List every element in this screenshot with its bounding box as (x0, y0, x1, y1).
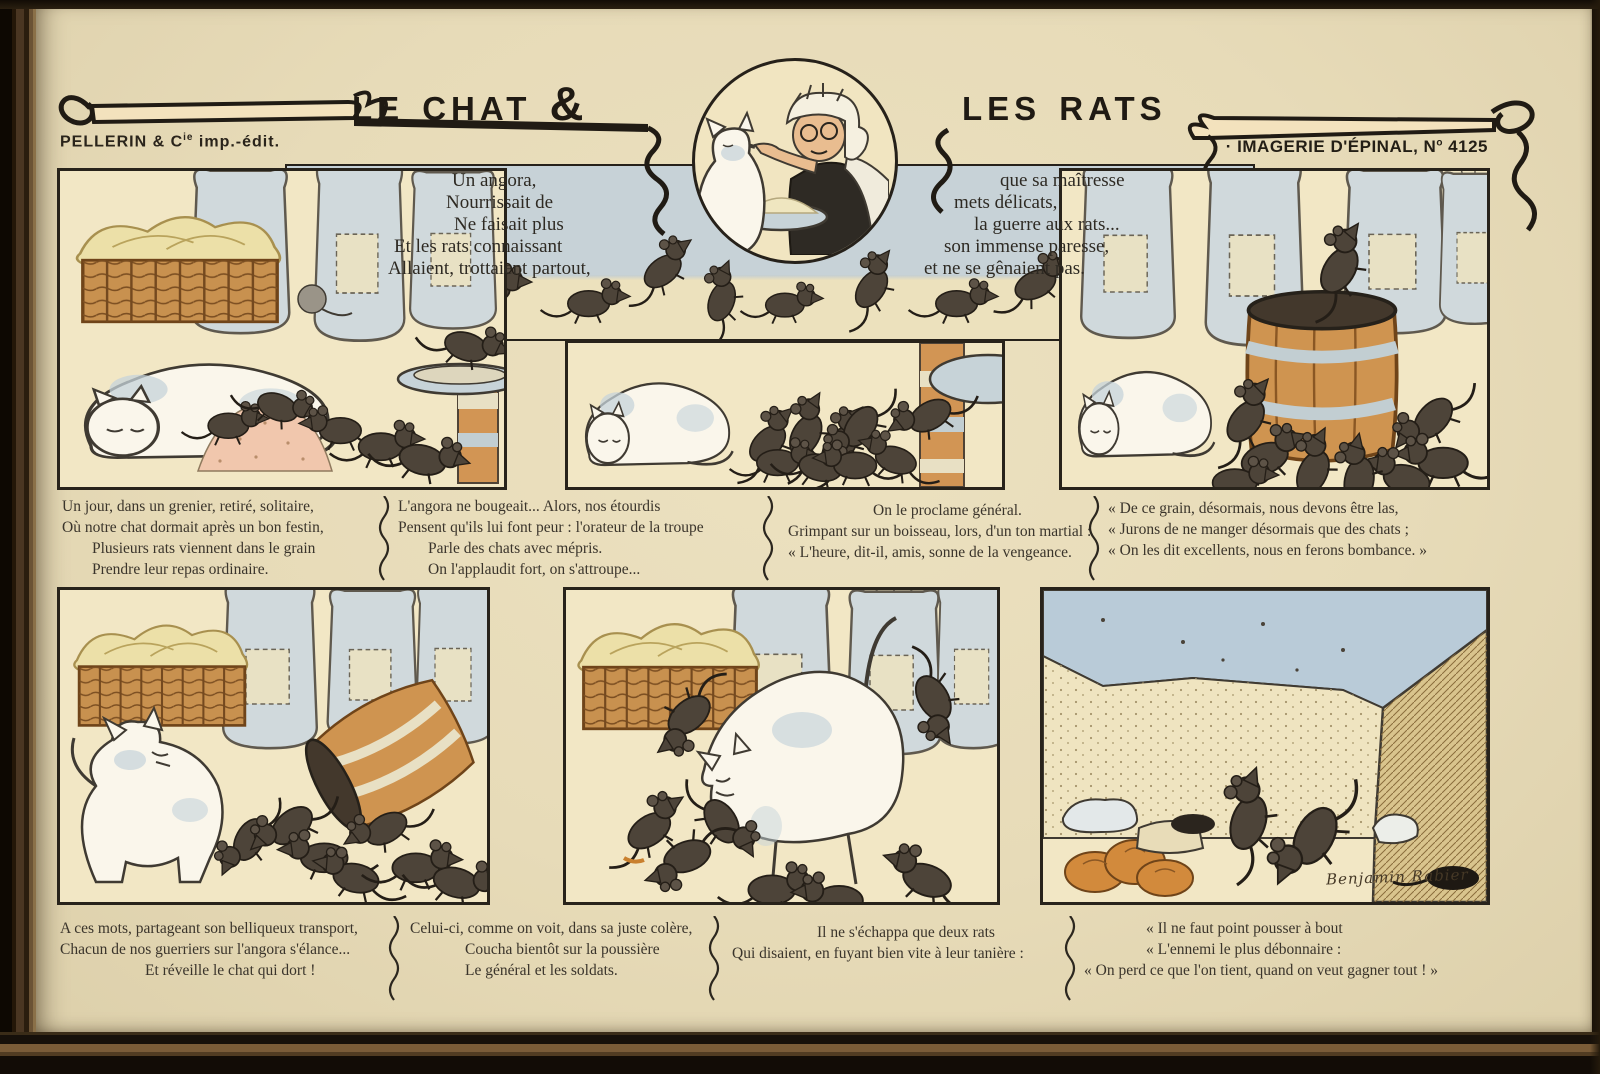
page-title-left: le chat & (352, 77, 589, 130)
comic-panel-6 (1040, 587, 1490, 905)
book-binding-left (0, 0, 36, 1074)
medallion-illustration (692, 58, 898, 264)
squiggle-divider (760, 496, 776, 582)
comic-panel-2 (565, 340, 1005, 490)
artist-signature: Benjamin Rabier (1325, 865, 1469, 889)
caption-block-2: L'angora ne bougeait... Alors, nos étourdis Pensent qu'ils lui font peur : l'orateur de la troupe Parle des chats avec mépris. On l'applaudit fort, on s'attroupe... (398, 498, 704, 578)
intro-verse-right: que sa maîtresse mets délicats, la guerre aux rats... son immense paresse, et ne se gênaient pas. (924, 170, 1125, 279)
squiggle-divider (706, 916, 722, 1002)
book-edge-bottom (0, 1032, 1600, 1074)
caption-block-8: « Il ne faut point pousser à bout « L'ennemi le plus débonnaire : « On perd ce que l'on tient, quand on veut gagner tout ! » (1084, 920, 1439, 979)
book-edge-top (0, 0, 1600, 9)
caption-block-6: Celui-ci, comme on voit, dans sa juste colère, Coucha bientôt sur la poussière Le général et les soldats. (410, 920, 693, 979)
publisher-imprint: PELLERIN & $C^{ie}$ imp.-édit. (60, 132, 281, 151)
squiggle-divider (386, 916, 402, 1002)
series-imprint: · IMAGERIE D'ÉPINAL, $N^o$ 4125 (1225, 137, 1488, 156)
comic-panel-4 (57, 587, 490, 905)
page-title-right: les rats (962, 77, 1167, 130)
caption-block-3: On le proclame général. Grimpant sur un boisseau, lors, d'un ton martial : « L'heure, dit-il, amis, sonne de la vengeance. (788, 502, 1092, 561)
caption-block-7: Il ne s'échappa que deux rats Qui disaient, en fuyant bien vite à leur tanière : (732, 924, 1024, 962)
book-edge-right (1590, 0, 1600, 1074)
caption-block-1: Un jour, dans un grenier, retiré, solitaire, Où notre chat dormait après un bon festin, Plusieurs rats viennent dans le grain Prendre leur repas ordinaire. (62, 498, 324, 578)
squiggle-divider (376, 496, 392, 582)
caption-block-4: « De ce grain, désormais, nous devons être las, « Jurons de ne manger désormais que des chats ; « On les dit excellents, nous en ferons bombance. » (1108, 500, 1427, 559)
squiggle-divider (1062, 916, 1078, 1002)
comic-panel-5 (563, 587, 1000, 905)
caption-block-5: A ces mots, partageant son belliqueux transport, Chacun de nos guerriers sur l'angora s'élance... Et réveille le chat qui dort ! (60, 920, 358, 979)
intro-verse-left: Un angora, Nourrissait de Ne faisait plus Et les rats connaissant Allaient, trottaient partout, (388, 170, 591, 279)
squiggle-divider (1086, 496, 1102, 582)
